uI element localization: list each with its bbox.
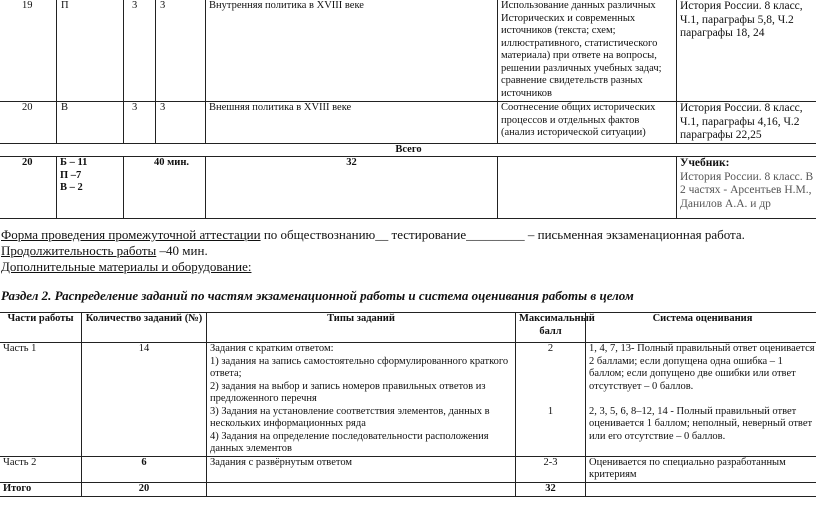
part1-name: Часть 1 — [0, 343, 82, 457]
form-label: Форма проведения промежуточной аттестации — [1, 227, 261, 242]
lesson-type: В — [57, 102, 124, 144]
lesson-activity: Использование данных различных Исторических и современных источников (текста; схем; иллюстративного, статистического материала) при ответе на вопросы, решении различных учебных задач; сравнение свидетельств разных источников — [498, 0, 677, 102]
part1-types: Задания с кратким ответом: 1) задания на запись самостоятельно сформулированного краткого ответа; 2) задания на выбор и запись номеров правильных ответов из предложенного перечня 3) Задания на установление соответствия элементов, данных в нескольких информационных ряда 4) Задания на определение последовательности расположения данных элементов — [207, 343, 516, 457]
textbook-title: Учебник: — [680, 157, 730, 169]
header-row — [0, 313, 816, 343]
summary-textbook — [677, 157, 816, 219]
header-parts: Части работы — [0, 313, 82, 343]
total-empty — [207, 482, 516, 496]
lesson-textbook: История России. 8 класс, Ч.1, параграфы 5,8, Ч.2 параграфы 18, 24 — [677, 0, 816, 102]
form-text: по обществознанию__ тестирование_________ – письменная экзаменационная работа. — [260, 227, 745, 242]
lesson-hours-2: 3 — [156, 0, 206, 102]
summary-count: 32 — [206, 157, 498, 219]
textbook-text: История России. 8 класс. В 2 частях - Арсентьев Н.М., Данилов А.А. и др — [680, 170, 814, 210]
part2-types: Задания с развёрнутым ответом — [207, 456, 516, 482]
lesson-type: П — [57, 0, 124, 102]
part1-system: 1, 4, 7, 13- Полный правильный ответ оценивается 2 баллами; если допущена одна ошибка – 1 баллом; если допущено две ошибки или ответ отсутствует – 0 баллов. 2, 3, 5, 6, 8–12, 14 - Полный правильный ответ оценивается 1 баллом; неполный, неверный ответ или его отсутствие – 0 баллов. — [586, 343, 816, 457]
total-row — [0, 143, 816, 157]
program-table — [0, 0, 816, 219]
total-max: 32 — [516, 482, 586, 496]
header-max: Максимальный балл — [516, 313, 586, 343]
total-empty-2 — [586, 482, 816, 496]
summary-number: 20 — [0, 157, 57, 219]
total-count: 20 — [82, 482, 207, 496]
table-row — [0, 343, 816, 457]
lesson-hours: 3 — [124, 102, 156, 144]
summary-time: 40 мин. — [124, 157, 206, 219]
part2-system: Оценивается по специально разработанным критериям — [586, 456, 816, 482]
header-types: Типы заданий — [207, 313, 516, 343]
duration-text: –40 мин. — [156, 243, 208, 258]
summary-row — [0, 157, 816, 219]
header-count: Количество заданий (№) — [82, 313, 207, 343]
part2-max: 2-3 — [516, 456, 586, 482]
section-heading: Раздел 2. Распределение заданий по частям экзаменационной работы и система оценивания работы в целом — [1, 288, 634, 303]
table-row — [0, 0, 816, 102]
duration-label: Продолжительность работы — [1, 243, 157, 258]
lesson-hours: 3 — [124, 0, 156, 102]
lesson-activity: Соотнесение общих исторических процессов и отдельных фактов (анализ исторической ситуации) — [498, 102, 677, 144]
table-row — [0, 456, 816, 482]
duration-paragraph — [1, 243, 208, 258]
materials-label: Дополнительные материалы и оборудование: — [1, 259, 252, 274]
header-system: Система оценивания — [586, 313, 816, 343]
lesson-topic: Внутренняя политика в XVIII веке — [206, 0, 498, 102]
total-label: Всего — [0, 143, 816, 157]
part1-count: 14 — [82, 343, 207, 457]
lesson-number: 19 — [0, 0, 57, 102]
total-name: Итого — [0, 482, 82, 496]
summary-types: Б – 11 П –7 В – 2 — [57, 157, 124, 219]
part1-max — [516, 343, 586, 457]
lesson-topic: Внешняя политика в XVIII веке — [206, 102, 498, 144]
lesson-number: 20 — [0, 102, 57, 144]
part1-max-a: 2 — [547, 343, 554, 354]
part1-max-b: 1 — [547, 405, 554, 417]
part2-name: Часть 2 — [0, 456, 82, 482]
summary-empty — [498, 157, 677, 219]
form-paragraph — [1, 227, 745, 242]
lesson-hours-2: 3 — [156, 102, 206, 144]
total-row — [0, 482, 816, 496]
part2-count: 6 — [82, 456, 207, 482]
lesson-textbook: История России. 8 класс, Ч.1, параграфы 4,16, Ч.2 параграфы 22,25 — [677, 102, 816, 144]
table-row — [0, 102, 816, 144]
assessment-table — [0, 312, 816, 497]
